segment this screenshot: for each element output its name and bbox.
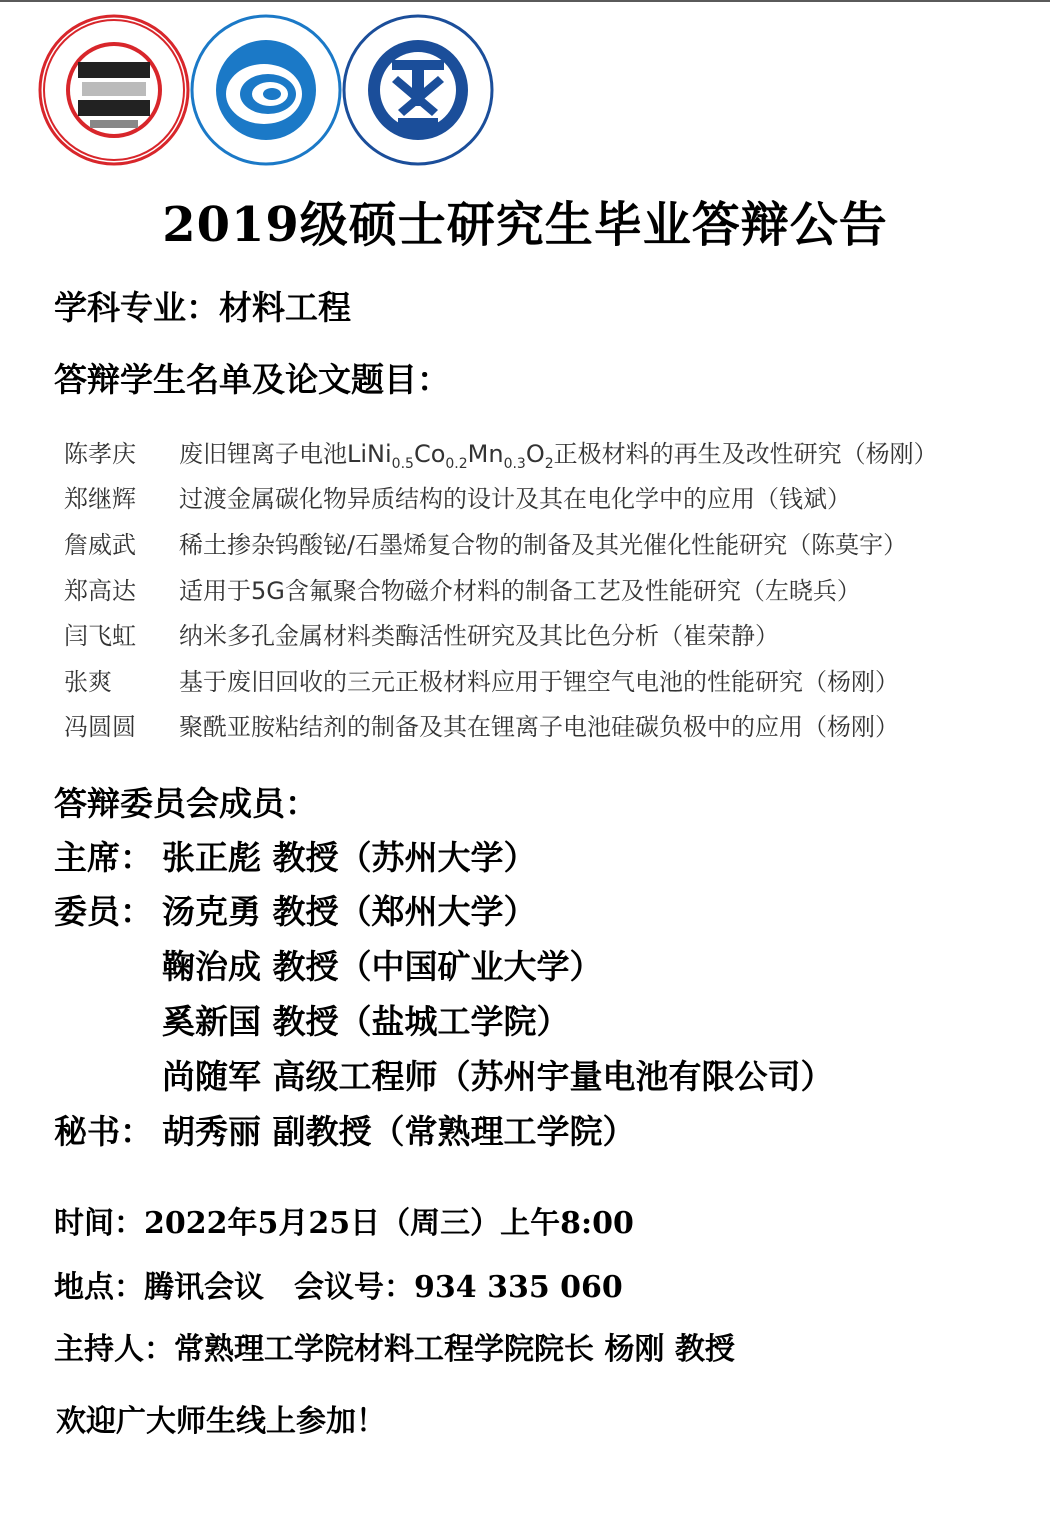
time-line: [54, 1198, 634, 1242]
cumt-logo: [342, 14, 494, 166]
place-line: [54, 1262, 623, 1306]
thesis-title: 基于废旧回收的三元正极材料应用于锂空气电池的性能研究（杨刚）: [179, 668, 899, 696]
page-title: 2019级硕士研究生毕业答辩公告: [162, 197, 888, 253]
time-value: 2022年5月25日（周三）上午8:00: [144, 1206, 634, 1241]
chair-text: 张正彪 教授（苏州大学）: [162, 838, 537, 877]
committee-chair: [54, 832, 537, 879]
changshu-institute-logo: [190, 14, 342, 166]
thesis-title: 纳米多孔金属材料类酶活性研究及其比色分析（崔荣静）: [179, 622, 779, 650]
major-value: 材料工程: [219, 288, 351, 327]
host-label: 主持人：: [54, 1332, 174, 1367]
place-label: 地点：: [54, 1270, 144, 1305]
student-name: 郑继辉: [64, 485, 136, 513]
secretary-role: 秘书：: [54, 1112, 153, 1151]
student-name: 冯圆圆: [64, 713, 136, 741]
committee-member: [54, 886, 537, 933]
member-text: 奚新国 教授（盐城工学院）: [162, 1002, 570, 1041]
major-line: [54, 282, 351, 329]
major-label: 学科专业：: [54, 288, 219, 327]
member-text: 汤克勇 教授（郑州大学）: [162, 892, 537, 931]
student-name: 詹威武: [64, 531, 136, 559]
member-role: 委员：: [54, 892, 153, 931]
soochow-university-logo: [38, 14, 190, 166]
student-name: 张爽: [64, 668, 112, 696]
welcome-text: 欢迎广大师生线上参加！: [56, 1404, 386, 1439]
committee-secretary: [54, 1106, 636, 1153]
thesis-title: 废旧锂离子电池$LiNi_{0.5}Co_{0.2}Mn_{0.3}O_2$正极材料的再生及改性研究（杨刚）: [179, 440, 938, 472]
member-text: 尚随军 高级工程师（苏州宇量电池有限公司）: [162, 1057, 834, 1096]
students-heading: 答辩学生名单及论文题目：: [54, 360, 450, 399]
host-value: 常熟理工学院材料工程学院院长 杨刚 教授: [174, 1332, 735, 1367]
member-text: 鞠治成 教授（中国矿业大学）: [162, 947, 603, 986]
top-rule: [0, 0, 1050, 2]
student-name: 闫飞虹: [64, 622, 136, 650]
committee-member: [54, 1051, 834, 1098]
student-name: 陈孝庆: [64, 440, 136, 468]
committee-member: [54, 941, 603, 988]
thesis-title: 过渡金属碳化物异质结构的设计及其在电化学中的应用（钱斌）: [179, 485, 851, 513]
place-value: 腾讯会议 会议号：934 335 060: [144, 1270, 623, 1305]
time-label: 时间：: [54, 1206, 144, 1241]
chair-role: 主席：: [54, 838, 153, 877]
committee-member: [54, 996, 570, 1043]
student-name: 郑高达: [64, 577, 136, 605]
host-line: [54, 1324, 735, 1368]
thesis-title: 稀土掺杂钨酸铋/石墨烯复合物的制备及其光催化性能研究（陈莫宇）: [179, 531, 908, 559]
thesis-title: 适用于5G含氟聚合物磁介材料的制备工艺及性能研究（左晓兵）: [179, 577, 861, 605]
committee-heading: 答辩委员会成员：: [54, 784, 318, 823]
thesis-title: 聚酰亚胺粘结剂的制备及其在锂离子电池硅碳负极中的应用（杨刚）: [179, 713, 899, 741]
secretary-text: 胡秀丽 副教授（常熟理工学院）: [162, 1112, 636, 1151]
